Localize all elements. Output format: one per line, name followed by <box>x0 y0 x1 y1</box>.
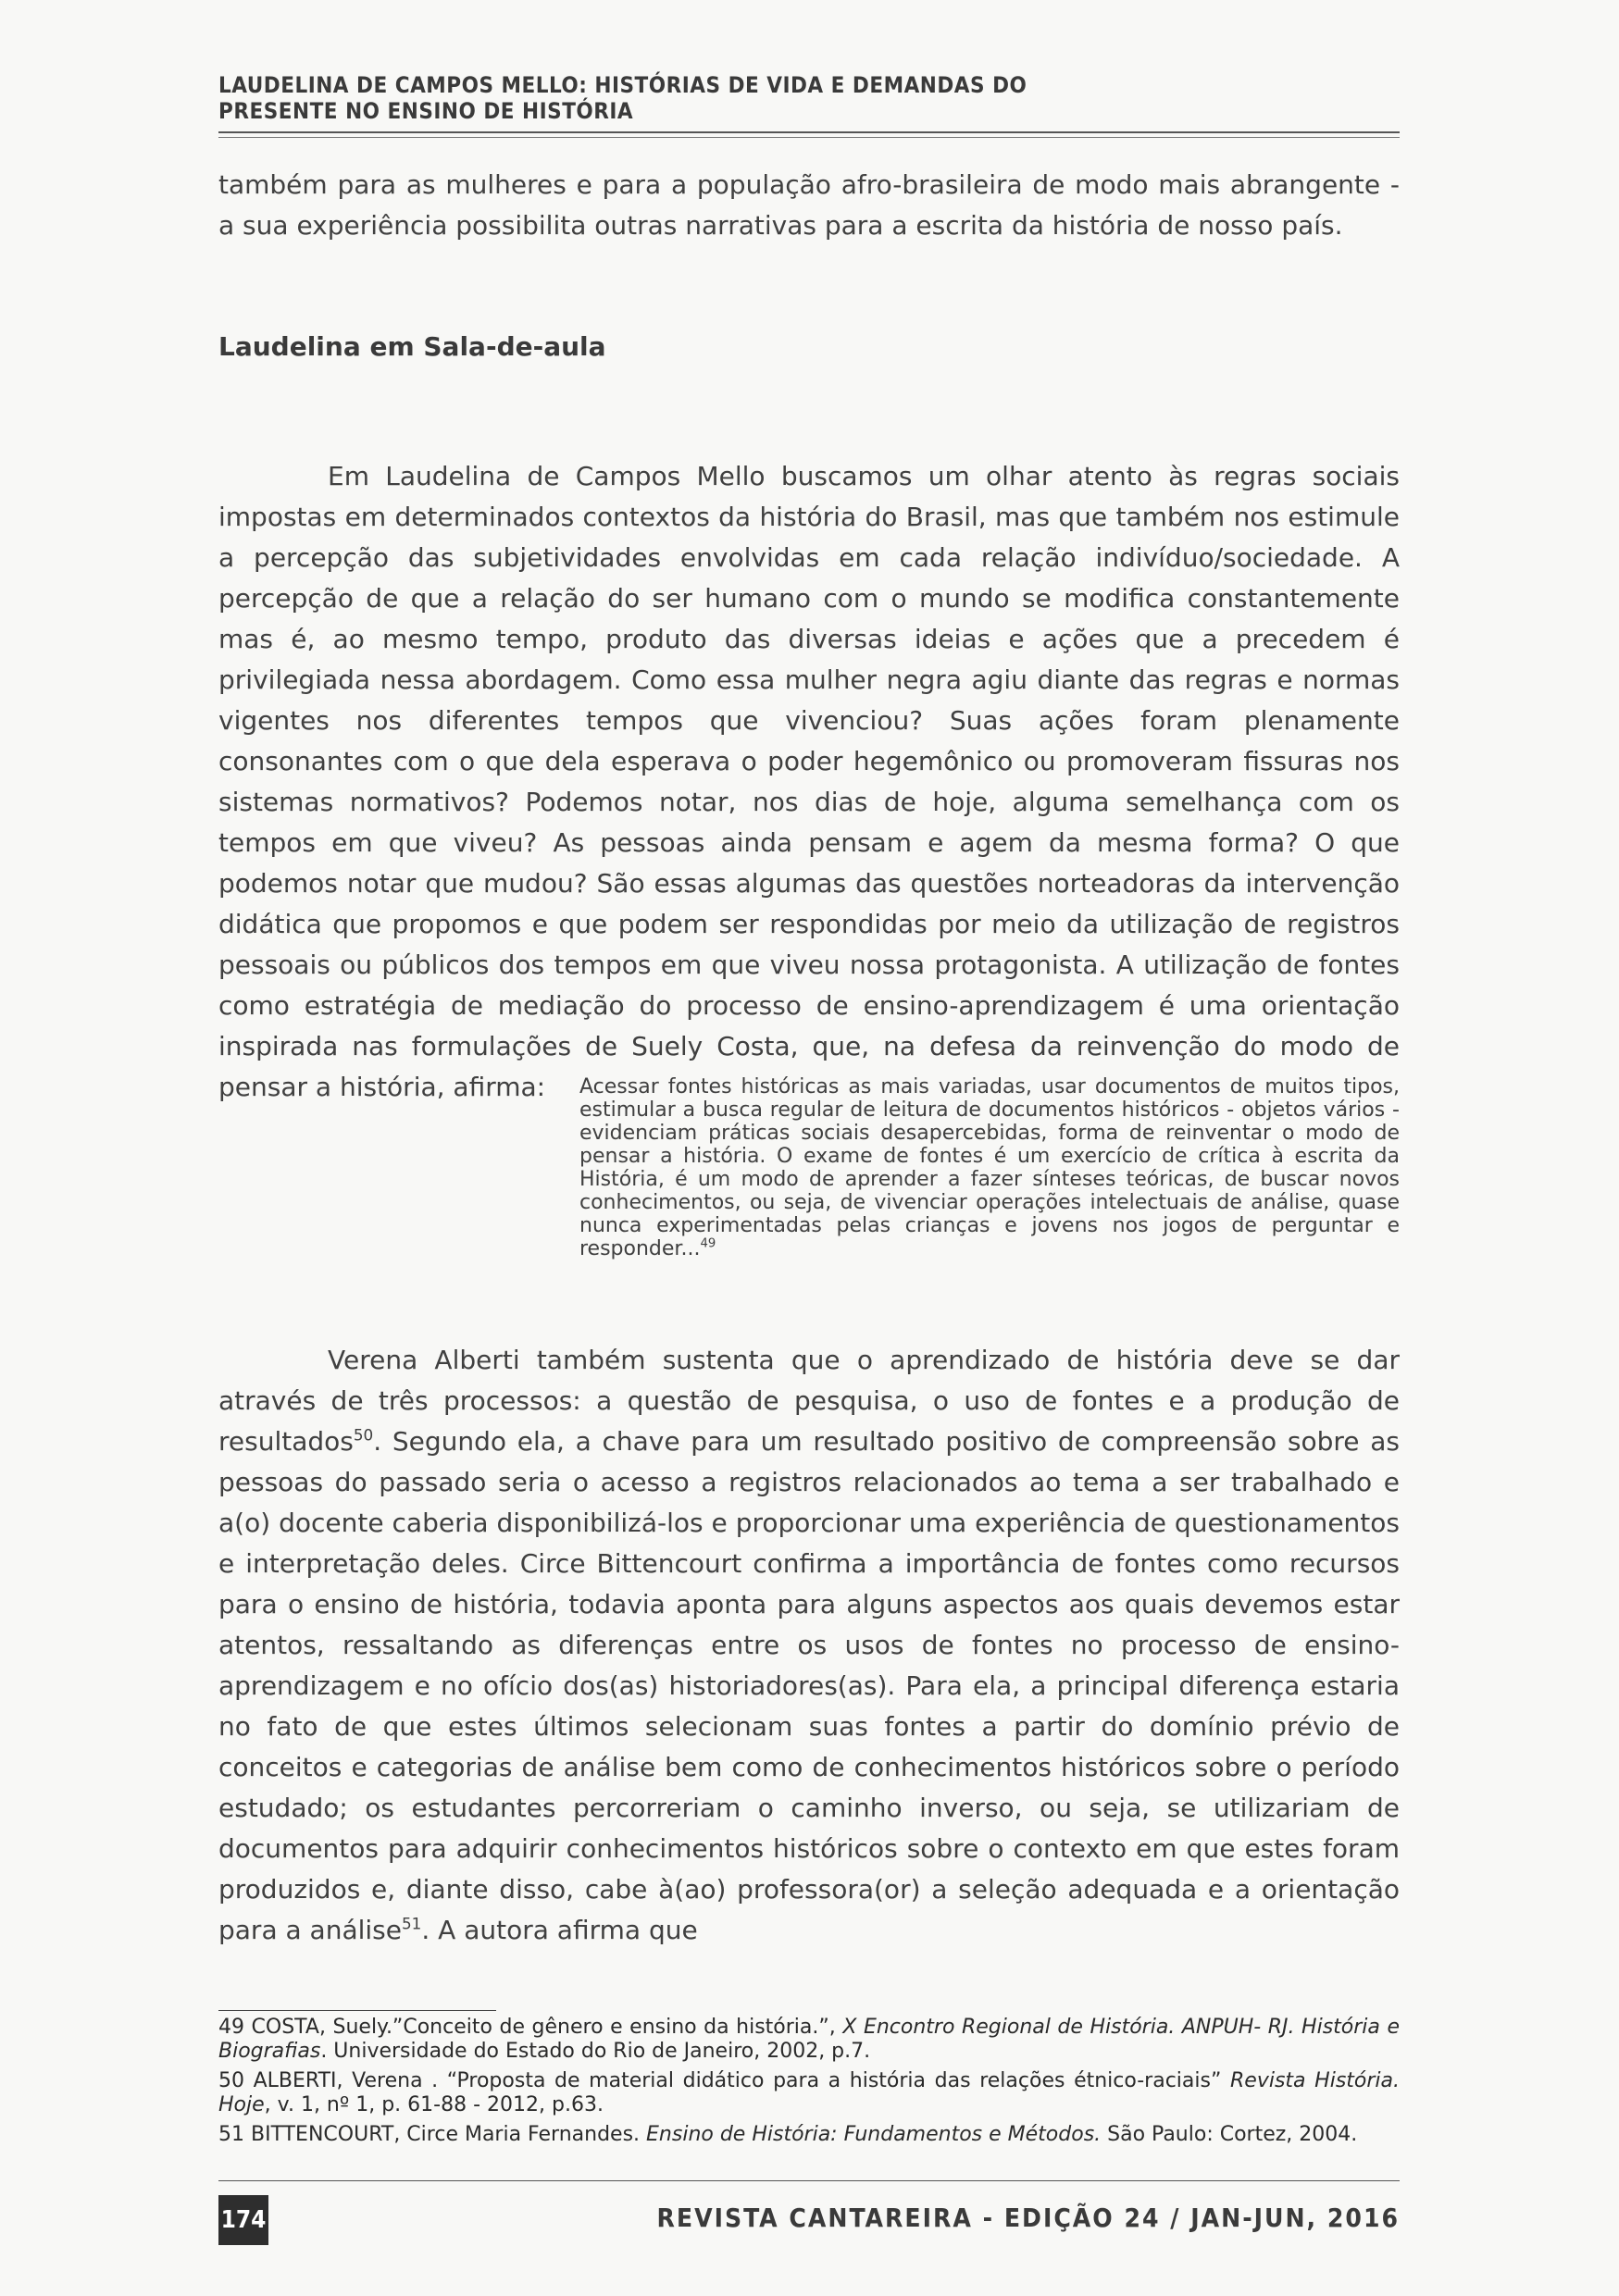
footer-rule <box>218 2180 1400 2181</box>
section-heading: Laudelina em Sala-de-aula <box>218 331 606 362</box>
header-rule-thin <box>218 137 1400 138</box>
footnotes <box>218 2016 1400 2153</box>
footnote-49-tail: . Universidade do Estado do Rio de Janeiro, 2002, p.7. <box>320 2040 871 2063</box>
footnote-ref-51[interactable]: 51 <box>402 1914 422 1933</box>
footnote-50-tail: , v. 1, nº 1, p. 61-88 - 2012, p.63. <box>264 2093 604 2116</box>
footnote-49-title: X Encontro Regional de História. ANPUH- RJ. História e Biografias <box>218 2016 1400 2063</box>
footnote-50-title: Revista História. Hoje <box>218 2069 1401 2116</box>
running-header-title: LAUDELINA DE CAMPOS MELLO: HISTÓRIAS DE VIDA E DEMANDAS DO PRESENTE NO ENSINO DE HISTÓRIA <box>218 72 1027 124</box>
paragraph-2-part-c: . A autora afirma que <box>421 1915 698 1945</box>
paragraph-1: Em Laudelina de Campos Mello buscamos um olhar atento às regras sociais impostas em determinados contextos da história do Brasil, mas que também nos estimule a percepção das subjetividades envolvidas em cada relação indivíduo/sociedade. A percepção de que a relação do ser humano com o mundo se modifica constantemente mas é, ao mesmo tempo, produto das diversas ideias e ações que a precedem é privilegiada nessa abordagem. Como essa mulher negra agiu diante das regras e normas vigentes nos diferentes tempos que vivenciou? Suas ações foram plenamente consonantes com o que dela esperava o poder hegemônico ou promoveram fissuras nos sistemas normativos? Podemos notar, nos dias de hoje, alguma semelhança com os tempos em que viveu? As pessoas ainda pensam e agem da mesma forma? O que podemos notar que mudou? São essas algumas das questões norteadoras da intervenção didática que propomos e que podem ser respondidas por meio da utilização de registros pessoais ou públicos dos tempos em que viveu nossa protagonista. A utilização de fontes como estratégia de mediação do processo de ensino-aprendizagem é uma orientação inspirada nas formulações de Suely Costa, que, na defesa da reinvenção do modo de pensar a história, afirma: <box>218 461 1400 1102</box>
footnote-ref-49[interactable]: 49 <box>700 1236 716 1251</box>
page-number: 174 <box>218 2195 268 2245</box>
footnote-51-tail: São Paulo: Cortez, 2004. <box>1101 2123 1358 2146</box>
paragraph-2 <box>218 1340 1400 1951</box>
footnote-separator <box>218 2010 496 2011</box>
footnote-51-lead: 51 BITTENCOURT, Circe Maria Fernandes. <box>218 2123 647 2146</box>
footnote-50-lead: 50 ALBERTI, Verena . “Proposta de material didático para a história das relações étnico-raciais” <box>218 2069 1231 2092</box>
footnote-51-title: Ensino de História: Fundamentos e Métodos. <box>646 2123 1102 2146</box>
footnote-49-lead: 49 COSTA, Suely.”Conceito de gênero e ensino da história.”, <box>218 2016 843 2039</box>
block-quote-text: Acessar fontes históricas as mais variadas, usar documentos de muitos tipos, estimular a busca regular de leitura de documentos históricos - objetos vários - evidenciam práticas sociais desapercebidas, forma de reinventar o modo de pensar a história. O exame de fontes é um exercício de crítica à escrita da História, é um modo de aprender a fazer sínteses teóricas, de buscar novos conhecimentos, ou seja, de vivenciar operações intelectuais de análise, quase nunca experimentadas pelas crianças e jovens nos jogos de perguntar e responder... <box>579 1075 1400 1260</box>
header-rule <box>218 131 1400 133</box>
paragraph-2-part-b: . Segundo ela, a chave para um resultado positivo de compreensão sobre as pessoas do passado seria o acesso a registros relacionados ao tema a ser trabalhado e a(o) docente caberia disponibilizá-los e proporcionar uma experiência de questionamentos e interpretação deles. Circe Bittencourt confirma a importância de fontes como recursos para o ensino de história, todavia aponta para alguns aspectos aos quais devemos estar atentos, ressaltando as diferenças entre os usos de fontes no processo de ensino-aprendizagem e no ofício dos(as) historiadores(as). Para ela, a principal diferença estaria no fato de que estes últimos selecionam suas fontes a partir do domínio prévio de conceitos e categorias de análise bem como de conhecimentos históricos sobre o período estudado; os estudantes percorreriam o caminho inverso, ou seja, se utilizariam de documentos para adquirir conhecimentos históricos sobre o contexto em que estes foram produzidos e, diante disso, cabe à(ao) professora(or) a seleção adequada e a orientação para a análise <box>218 1426 1400 1945</box>
footnote-51 <box>218 2123 1400 2147</box>
footnote-49 <box>218 2016 1400 2064</box>
paragraph-continued: também para as mulheres e para a população afro-brasileira de modo mais abrangente - a sua experiência possibilita outras narrativas para a escrita da história de nosso país. <box>218 169 1400 241</box>
journal-name: REVISTA CANTAREIRA - EDIÇÃO 24 / JAN-JUN, 2016 <box>656 2203 1400 2233</box>
footnote-ref-50[interactable]: 50 <box>353 1425 374 1445</box>
footnote-50 <box>218 2069 1400 2117</box>
running-header <box>218 72 1400 124</box>
paragraph-2-part-a: Verena Alberti também sustenta que o aprendizado de história deve se dar através de três processos: a questão de pesquisa, o uso de fontes e a produção de resultados <box>218 1345 1400 1457</box>
block-quote <box>579 1075 1400 1260</box>
